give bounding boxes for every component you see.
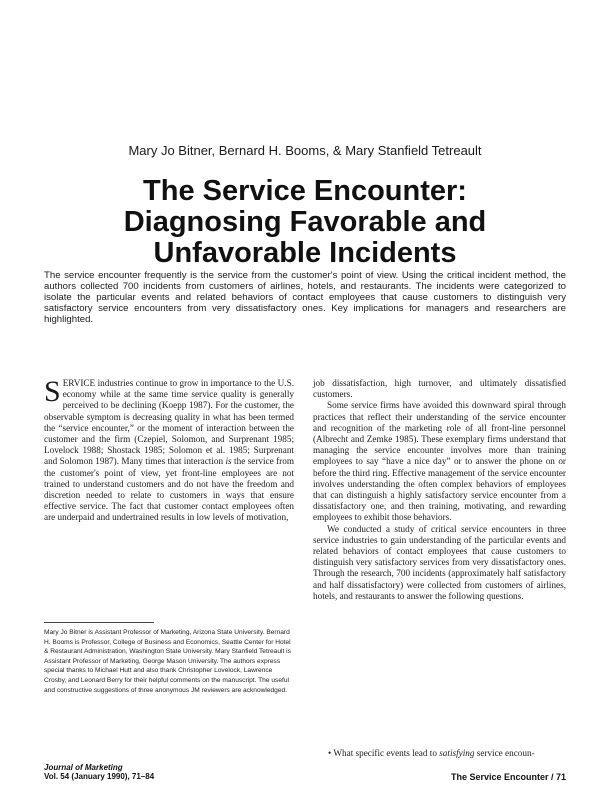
intro-text-b: the service from the customer's point of view, yet front-line employees are not trained to understand customers and do not have the freedom and discretion needed to relate to customers in ways that ensure effective service. The fact that customer contact employees often are underpaid and undertrained results in low levels of motivation, [44, 456, 294, 523]
bullet-item [328, 748, 568, 759]
author-footnote: Mary Jo Bitner is Assistant Professor of Marketing, Arizona State University. Bernard H. Booms is Professor, College of Business and Economics, Seattle Center for Hotel & Restaurant Administration, Washington State University. Mary Stanfield Tetreault is Assistant Professor of Marketing, George Mason University. The authors express special thanks to Michael Hutt and also thank Christopher Lovelock, Lawrence Crosby, and Leonard Berry for their helpful comments on the manuscript. The useful and constructive suggestions of three anonymous JM reviewers are acknowledged. [44, 629, 291, 694]
footnote-divider [44, 622, 154, 623]
paragraph-1: job dissatisfaction, high turnover, and ultimately dissatisfied customers. [313, 378, 566, 400]
drop-cap: S [44, 375, 61, 408]
intro-paragraph [44, 375, 294, 524]
bullet-text-a: • What specific events lead to [328, 748, 440, 758]
journal-citation [44, 763, 154, 781]
title-line-2: Diagnosing Favorable and [123, 206, 487, 238]
intro-emphasis: is [225, 456, 232, 467]
authors-line: Mary Jo Bitner, Bernard H. Booms, & Mary Stanfield Tetreault [128, 143, 482, 158]
bullet-emphasis: satisfying [439, 748, 475, 758]
intro-text-a: ERVICE industries continue to grow in importance to the U.S. economy while at the same time service quality is generally perceived to be declining (Koepp 1987). For the customer, the observable symptom is decreasing quality in what has been termed the “service encounter,” or the moment of interaction between the customer and the firm (Czepiel, Solomon, and Surprenant 1985; Lovelock 1988; Shostack 1985; Solomon et al. 1985; Surprenant and Solomon 1987). Many times that interaction [44, 378, 294, 467]
abstract: The service encounter frequently is the service from the customer's point of view. Using the critical incident method, the authors collected 700 incidents from customers of airlines, hotels, and restaurants. The incidents were categorized to isolate the particular events and related behaviors of contact employees that cause customers to distinguish very satisfactory service encounters from very dissatisfactory ones. Key implications for managers and researchers are highlighted. [44, 270, 566, 325]
right-column [313, 378, 566, 602]
running-footer: The Service Encounter / 71 [450, 772, 566, 782]
left-column [44, 375, 294, 524]
paragraph-3: We conducted a study of critical service encounters in three service industries to gain understanding of the particular events and related behaviors of contact employees that cause customers to distinguish very satisfactory services from very dissatisfactory ones. Through the research, 700 incidents (approximately half satisfactory and half dissatisfactory) were collected from customers of airlines, hotels, and restaurants to answer the following questions. [313, 523, 566, 601]
journal-name: Journal of Marketing [44, 763, 123, 772]
paragraph-2: Some service firms have avoided this downward spiral through practices that reflect their understanding of the service encounter and recognition of the marketing role of all front-line personnel (Albrecht and Zemke 1985). These exemplary firms understand that managing the service encounter involves more than training employees to say “have a nice day” or to answer the phone on or before the third ring. Effective management of the service encounter involves understanding the often complex behaviors of employees that can distinguish a highly satisfactory service encounter from a dissatisfactory one, and then training, motivating, and rewarding employees to exhibit those behaviors. [313, 400, 566, 523]
article-title [0, 176, 610, 269]
title-line-1: The Service Encounter: [143, 175, 467, 207]
title-line-3: Unfavorable Incidents [153, 237, 457, 269]
bullet-text-b: service encoun- [474, 748, 535, 758]
journal-issue: Vol. 54 (January 1990), 71–84 [44, 772, 155, 781]
